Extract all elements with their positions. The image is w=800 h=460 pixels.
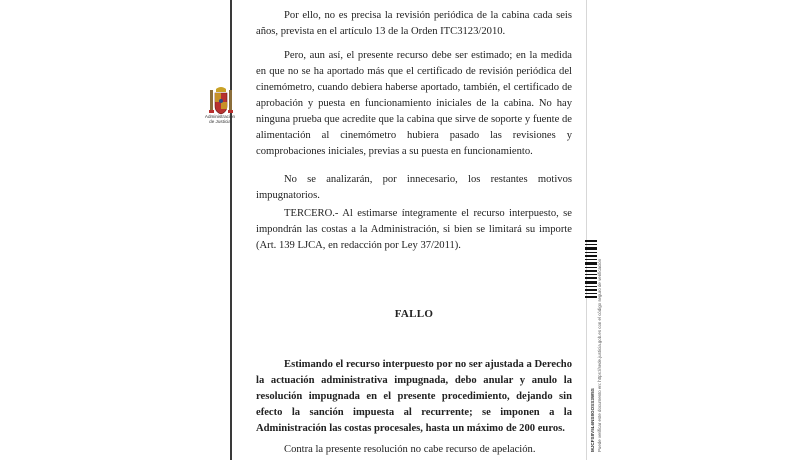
verification-note: Puede verificar este documento en: https://sede.justicia.gob.es con el código seguro de verificación (597, 258, 602, 452)
appeal-paragraph: Contra la presente resolución no cabe recurso de apelación. (284, 444, 536, 455)
verification-code: MJCFS8V5L6NS8GOSS3W5S (590, 388, 595, 452)
emblem-label-line1: Administración (204, 114, 236, 119)
emblem-label (198, 114, 242, 124)
paragraph-other-motives: No se analizarán, por innecesario, los restantes motivos impugnatorios. (256, 174, 572, 201)
paragraph-revision: Por ello, no es precisa la revisión periódica de la cabina cada seis años, prevista en el artículo 13 de la Orden ITC3123/2010. (256, 10, 572, 37)
margin-rule (230, 0, 232, 460)
fallo-heading: FALLO (394, 308, 434, 320)
emblem-label-line2: de Justicia (209, 119, 231, 124)
ruling-paragraph: Estimando el recurso interpuesto por no ser ajustada a Derecho la actuación administrativa impugnada, debo anular y anulo la resolución impugnada en el presente procedimiento, dejando sin efecto la sanción impuesta al recurrente; se imponen a la Administración las costas procesales, hasta un máximo de 200 euros. (256, 359, 572, 434)
paragraph-estimation: Pero, aun así, el presente recurso debe ser estimado; en la medida en que no se ha aportado más que el certificado de revisión periódica del cinemómetro, cuando debiera haberse aportado, también, el certificado de aprobación y puesta en funcionamiento iniciales de la cabina. No hay ninguna prueba que acredite que la cabina que sirve de soporte y fuente de alimentación al cinemómetro hubiera pasado las revisiones y comprobaciones iniciales, previas a su puesta en funcionamiento. (256, 50, 572, 157)
paragraph-tercero: TERCERO.- Al estimarse íntegramente el recurso interpuesto, se impondrán las costas a la Administración, si bien se limitará su importe (Art. 139 LJCA, en redacción por Ley 37/2011). (256, 208, 572, 251)
